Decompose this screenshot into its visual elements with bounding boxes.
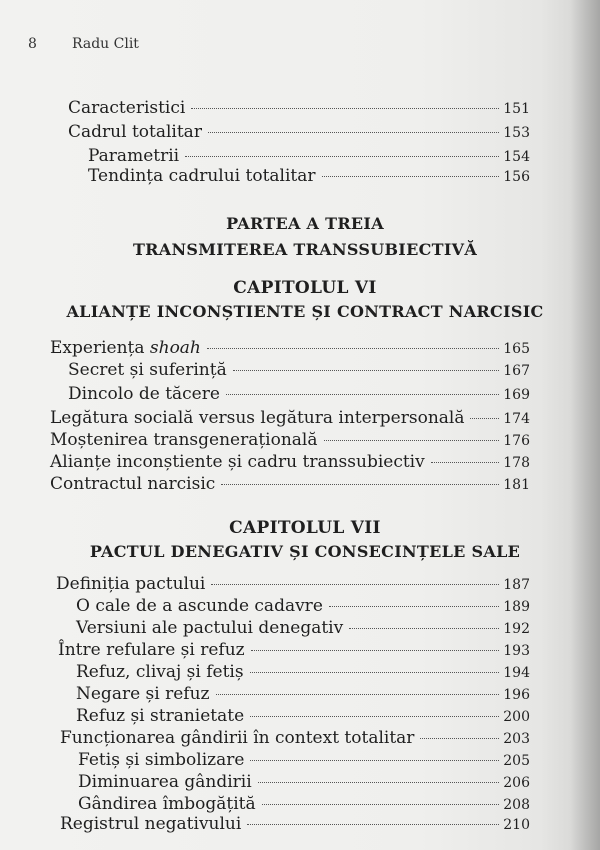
toc-entry: Contractul narcisic 181 xyxy=(50,474,530,494)
toc-entry: O cale de a ascunde cadavre 189 xyxy=(76,596,530,616)
chapter-title: ALIANȚE INCONȘTIENTE ȘI CONTRACT NARCISIC xyxy=(66,302,544,321)
chapter-number: CAPITOLUL VI xyxy=(233,278,377,298)
author-name: Radu Clit xyxy=(72,36,139,52)
toc-entry: Refuz, clivaj și fetiș 194 xyxy=(76,662,530,682)
toc-entry: Experiența shoah 165 xyxy=(50,338,530,358)
toc-entry: Fetiș și simbolizare 205 xyxy=(78,750,530,770)
toc-entry: Tendința cadrului totalitar 156 xyxy=(88,166,530,186)
toc-entry: Gândirea îmbogățită 208 xyxy=(78,794,530,814)
toc-entry: Refuz și stranietate 200 xyxy=(76,706,530,726)
toc-entry: Diminuarea gândirii 206 xyxy=(78,772,530,792)
toc-entry: Funcționarea gândirii în context totalitar 203 xyxy=(60,728,530,748)
toc-entry: Legătura socială versus legătura interpersonală 174 xyxy=(50,408,530,428)
toc-entry: Moștenirea transgenerațională 176 xyxy=(50,430,530,450)
toc-entry: Dincolo de tăcere 169 xyxy=(68,384,530,404)
toc-entry: Caracteristici 151 xyxy=(68,98,530,118)
chapter-title: PACTUL DENEGATIV ȘI CONSECINȚELE SALE xyxy=(89,542,521,561)
toc-entry: Definiția pactului 187 xyxy=(56,574,530,594)
toc-entry: Negare și refuz 196 xyxy=(76,684,530,704)
part-heading-line1: PARTEA A TREIA xyxy=(226,214,384,233)
page-number: 8 xyxy=(28,36,37,52)
toc-entry: Alianțe inconștiente și cadru transsubiectiv 178 xyxy=(50,452,530,472)
part-heading-line2: TRANSMITEREA TRANSSUBIECTIVĂ xyxy=(132,240,478,259)
toc-entry: Parametrii 154 xyxy=(88,146,530,166)
toc-entry: Versiuni ale pactului denegativ 192 xyxy=(76,618,530,638)
toc-entry: Cadrul totalitar 153 xyxy=(68,122,530,142)
toc-entry: Secret și suferință 167 xyxy=(68,360,530,380)
toc-entry: Între refulare și refuz 193 xyxy=(58,640,530,660)
chapter-number: CAPITOLUL VII xyxy=(229,518,381,538)
toc-entry: Registrul negativului 210 xyxy=(60,814,530,834)
